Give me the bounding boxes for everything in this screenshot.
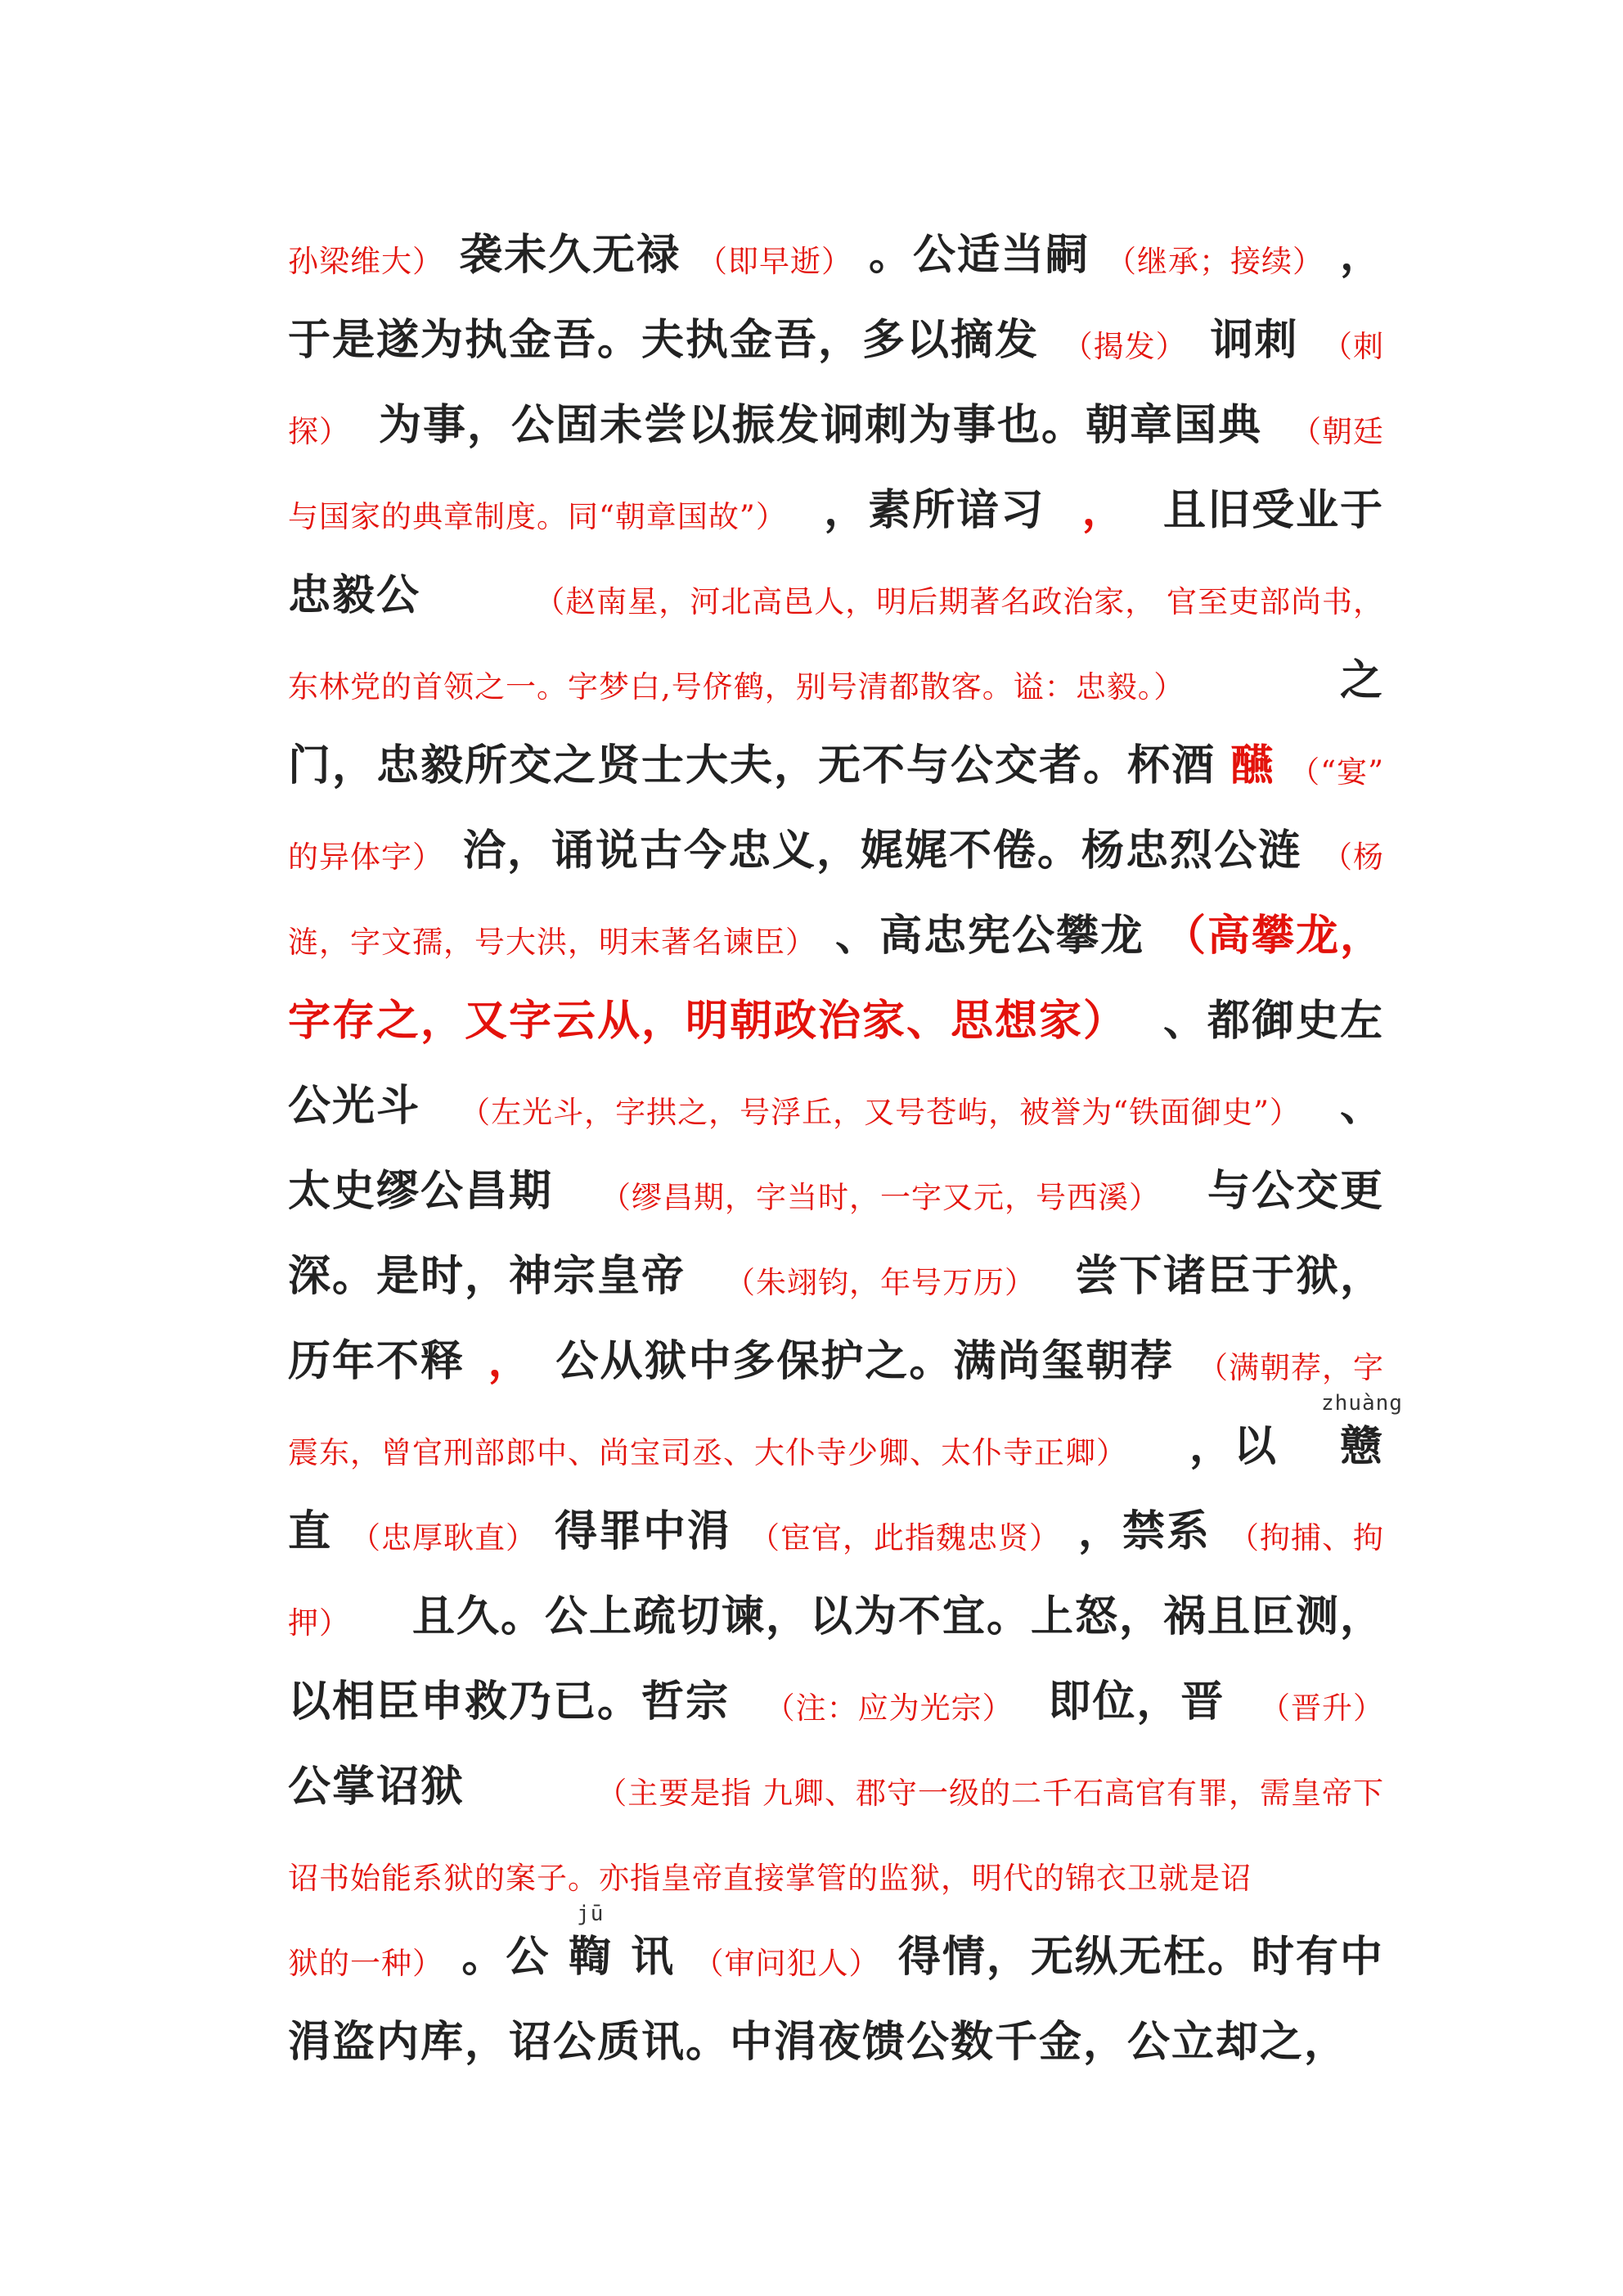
text-line: [288, 1478, 1384, 1563]
text-line: [288, 286, 1384, 371]
body-text: 与公交更: [1207, 1166, 1384, 1216]
body-text: 之: [1339, 655, 1384, 705]
body-text: 、都御史左: [1162, 996, 1384, 1046]
annotation-text: （晋升）: [1260, 1690, 1384, 1726]
annotation-text: （揭发）: [1062, 329, 1187, 364]
pinyin-ruby: jū: [577, 1902, 605, 1926]
annotation-text: （即早逝）: [696, 244, 852, 279]
annotation-text: （注：应为光宗）: [764, 1690, 1014, 1726]
body-text: 深。是时，神宗皇帝: [288, 1251, 686, 1301]
body-text: 且旧受业于: [1162, 485, 1384, 535]
text-line: [288, 1648, 1384, 1733]
body-text: 得情，无纵无枉。时有中: [897, 1932, 1384, 1982]
annotation-text: （朱翊钧，年号万历）: [725, 1265, 1036, 1300]
text-line: [288, 371, 1384, 457]
body-text: 于是遂为执金吾。夫执金吾，多以摘发: [288, 315, 1040, 365]
annotation-text: 押）: [288, 1605, 350, 1641]
annotation-text: 字存之，又字云从，明朝政治家、思想家）: [288, 996, 1128, 1046]
text-line: [288, 1903, 1384, 1988]
text-line: [288, 1308, 1384, 1393]
annotation-text: （继承；接续）: [1105, 244, 1324, 279]
annotation-text: 探）: [288, 414, 350, 449]
text-line: [288, 967, 1384, 1052]
annotation-text: （杨: [1321, 840, 1384, 875]
annotation-text: 震东，曾官刑部郎中、尚宝司丞、大仆寺少卿、太仆寺正卿）: [288, 1435, 1127, 1470]
annotation-text: 与国家的典章制度。同“朝章国故”）: [288, 499, 787, 534]
body-text: 。公: [461, 1932, 551, 1982]
body-text: 、高忠宪公攀龙: [834, 911, 1144, 961]
annotation-text: （主要是指 九卿、郡守一级的二千石高官有罪，需皇帝下: [596, 1776, 1384, 1811]
annotation-text: （高攀龙，: [1162, 911, 1384, 961]
text-line: [288, 457, 1384, 542]
body-text: 。公适当嗣: [868, 230, 1090, 280]
text-line: [288, 712, 1384, 797]
body-text: 洽，诵说古今忠义，娓娓不倦。杨忠烈公涟: [462, 826, 1302, 876]
text-line: [288, 627, 1384, 712]
body-text: 直: [288, 1506, 333, 1556]
text-line: [288, 1052, 1384, 1137]
text-line: [288, 1137, 1384, 1222]
annotation-text: 狱的一种）: [288, 1946, 443, 1981]
document-page: [288, 201, 1403, 2073]
text-line: [288, 797, 1384, 882]
body-text: 忠毅公: [288, 570, 421, 620]
text-line: [288, 1222, 1384, 1308]
annotation-text: （拘捕、拘: [1228, 1520, 1384, 1555]
body-text: 诇刺: [1210, 315, 1299, 365]
body-text: 袭未久无禄: [459, 230, 681, 280]
annotation-text: 涟，字文孺，号大洪，明末著名谏臣）: [288, 925, 816, 960]
body-text: 涓盗内库，诏公质讯。中涓夜馈公数千金，公立却之，: [288, 2017, 1349, 2067]
body-text: 鞫 jū: [568, 1902, 613, 1982]
text-line: [288, 201, 1384, 286]
body-text: 历年不释: [288, 1336, 465, 1386]
body-text: 太史缪公昌期: [288, 1166, 554, 1216]
body-text: 为事，公固未尝以振发诇刺为事也。朝章国典: [378, 400, 1262, 450]
body-text: 得罪中涓: [554, 1506, 731, 1556]
annotation-text: （“宴”: [1289, 754, 1384, 790]
body-text: 公掌诏狱: [288, 1762, 465, 1812]
annotation-text: 诏书始能系狱的案子。亦指皇帝直接掌管的监狱，明代的锦衣卫就是诏: [288, 1861, 1252, 1896]
annotation-text: （左光斗，字拱之，号浮丘，又号苍屿，被誉为“铁面御史”）: [460, 1095, 1301, 1130]
body-text: 公光斗: [288, 1081, 421, 1131]
body-text: 、: [1339, 1081, 1384, 1131]
annotation-text: （朝廷: [1290, 414, 1384, 449]
body-text: ，以: [1189, 1421, 1278, 1471]
annotation-text: 的异体字）: [288, 840, 443, 875]
annotation-text: （赵南星，河北高邑人，明后期著名政治家， 官至吏部尚书，: [534, 584, 1384, 619]
annotation-text: （满朝荐，字: [1197, 1350, 1384, 1385]
body-text: 讯: [631, 1932, 676, 1982]
annotation-text: ，: [1081, 485, 1126, 535]
body-text: 公从狱中多保护之。满尚玺朝荐: [555, 1336, 1175, 1386]
body-text: 戆 zhuàng: [1321, 1391, 1403, 1471]
text-line: [288, 1818, 1384, 1903]
body-text: 即位，晋: [1048, 1677, 1225, 1727]
body-text: ，: [1339, 230, 1384, 280]
text-line: [288, 542, 1384, 627]
annotation-text: （刺: [1322, 329, 1384, 364]
body-text: ，素所谙习: [824, 485, 1045, 535]
annotation-text: 东林党的首领之一。字梦白,号侪鹤，别号清都散客。谥：忠毅。）: [288, 669, 1185, 705]
annotation-text: （宦官，此指魏忠贤）: [749, 1520, 1060, 1555]
annotation-text: （忠厚耿直）: [350, 1520, 537, 1555]
body-text: 以相臣申救乃已。哲宗: [288, 1677, 731, 1727]
text-line: [288, 1391, 1403, 1478]
annotation-text: 醼: [1230, 741, 1275, 790]
text-line: [288, 1988, 1384, 2073]
text-line: [288, 1733, 1384, 1818]
annotation-text: ，: [488, 1336, 533, 1386]
annotation-text: 孙梁维大）: [288, 244, 443, 279]
annotation-text: （缪昌期，字当时，一字又元，号西溪）: [600, 1180, 1160, 1215]
annotation-text: （审问犯人）: [693, 1946, 880, 1981]
body-text: 门，忠毅所交之贤士大夫，无不与公交者。杯酒: [288, 741, 1216, 790]
pinyin-ruby: zhuàng: [1321, 1391, 1403, 1416]
text-line: [288, 1563, 1384, 1648]
body-text: 尝下诸臣于狱，: [1074, 1251, 1384, 1301]
body-text: 且久。公上疏切谏，以为不宜。上怒，祸且叵测，: [411, 1591, 1384, 1641]
text-line: [288, 882, 1384, 967]
body-text: ，禁系: [1077, 1506, 1211, 1556]
